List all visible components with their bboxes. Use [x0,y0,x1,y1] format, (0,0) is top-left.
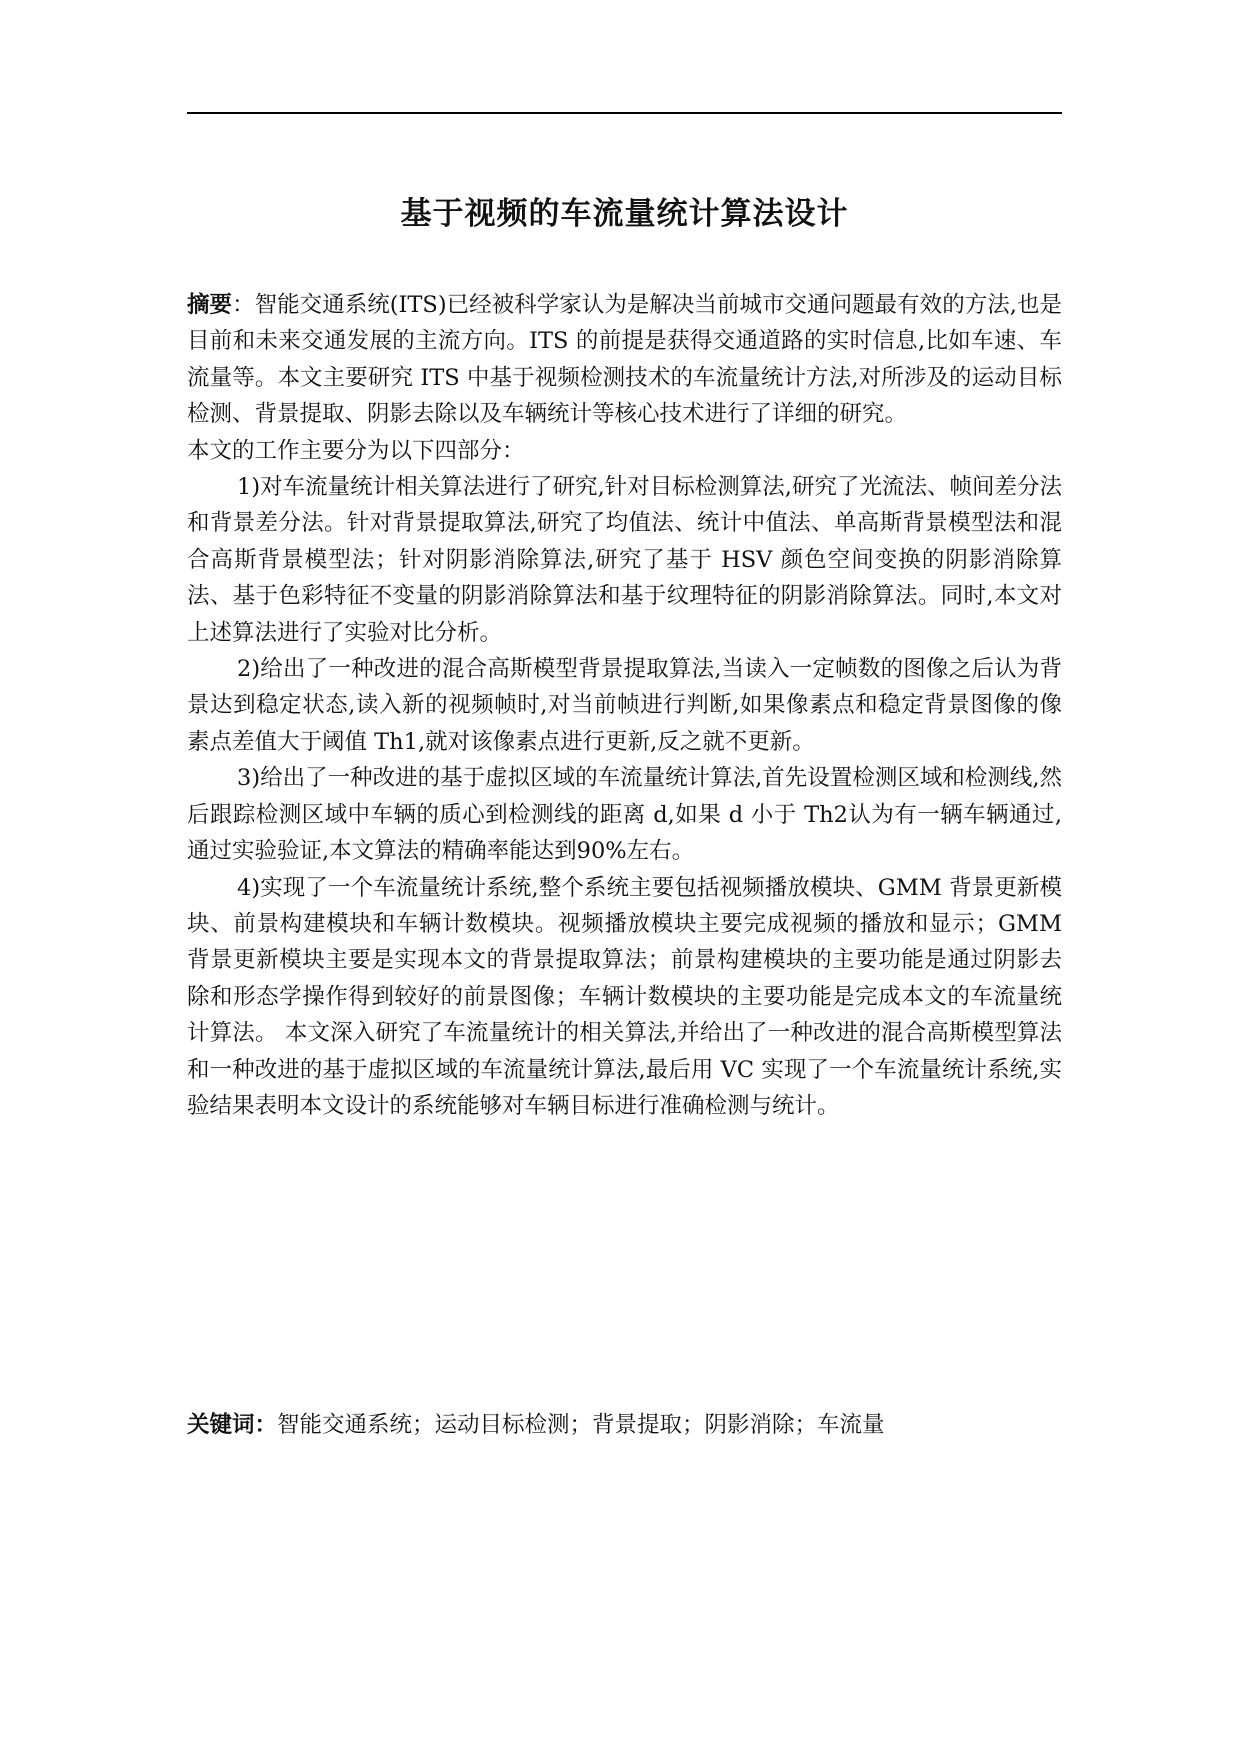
work-item-3: 3)给出了一种改进的基于虚拟区域的车流量统计算法,首先设置检测区域和检测线,然后跟踪检测区域中车辆的质心到检测线的距离 d,如果 d 小于 Th2认为有一辆车辆通过,通过实验验证,本文算法的精确率能达到90%左右。 [187,765,1062,865]
header-rule [187,112,1062,114]
work-intro: 本文的工作主要分为以下四部分： [187,437,525,464]
abstract-label: 摘要 [187,292,233,318]
work-item-1: 1)对车流量统计相关算法进行了研究,针对目标检测算法,研究了光流法、帧间差分法和背景差分法。针对背景提取算法,研究了均值法、统计中值法、单高斯背景模型法和混合高斯背景模型法；针对阴影消除算法,研究了基于 HSV 颜色空间变换的阴影消除算法、基于色彩特征不变量的阴影消除算法和基于纹理特征的阴影消除算法。同时,本文对上述算法进行了实验对比分析。 [187,474,1062,646]
keywords-text: 智能交通系统；运动目标检测；背景提取；阴影消除；车流量 [277,1412,885,1438]
keywords-label: 关键词： [187,1412,278,1438]
abstract-body [187,287,1062,1124]
keywords-line [187,1407,1062,1443]
abstract-label-sep: ： [232,292,255,318]
abstract-intro-paragraph [187,287,1062,433]
abstract-intro-text: 智能交通系统(ITS)已经被科学家认为是解决当前城市交通问题最有效的方法,也是目前和未来交通发展的主流方向。ITS 的前提是获得交通道路的实时信息,比如车速、车流量等。本文主要研究 ITS 中基于视频检测技术的车流量统计方法,对所涉及的运动目标检测、背景提取、阴影去除以及车辆统计等核心技术进行了详细的研究。 [187,292,1062,428]
work-item-2: 2)给出了一种改进的混合高斯模型背景提取算法,当读入一定帧数的图像之后认为背景达到稳定状态,读入新的视频帧时,对当前帧进行判断,如果像素点和稳定背景图像的像素点差值大于阈值 Th1,就对该像素点进行更新,反之就不更新。 [187,656,1062,755]
work-item-4: 4)实现了一个车流量统计系统,整个系统主要包括视频播放模块、GMM 背景更新模块、前景构建模块和车辆计数模块。视频播放模块主要完成视频的播放和显示；GMM 背景更新模块主要是实现本文的背景提取算法；前景构建模块的主要功能是通过阴影去除和形态学操作得到较好的前景图像；车辆计数模块的主要功能是完成本文的车流量统计算法。 本文深入研究了车流量统计的相关算法,并给出了一种改进的混合高斯模型算法和一种改进的基于虚拟区域的车流量统计算法,最后用 VC 实现了一个车流量统计系统,实验结果表明本文设计的系统能够对车辆目标进行准确检测与统计。 [187,874,1062,1119]
page-title: 基于视频的车流量统计算法设计 [400,196,849,232]
